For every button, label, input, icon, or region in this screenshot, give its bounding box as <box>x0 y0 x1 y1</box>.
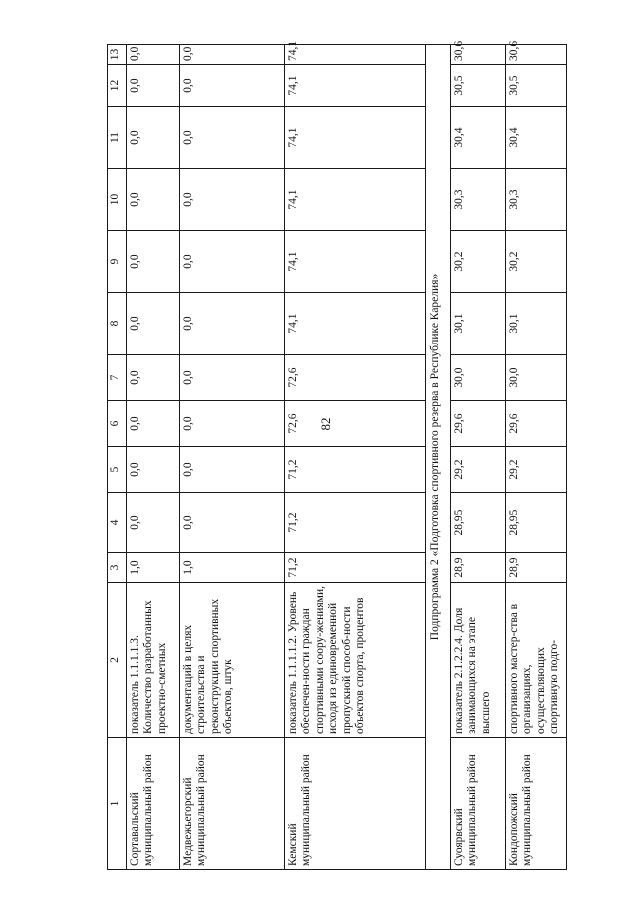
district-cell: Сортавальский муниципальный район <box>127 738 180 870</box>
value-cell: 0,0 <box>127 401 180 447</box>
value-cell: 30,0 <box>451 355 506 401</box>
value-cell: 71,2 <box>285 493 426 553</box>
value-cell: 74,1 <box>285 45 426 65</box>
value-cell: 0,0 <box>180 401 285 447</box>
value-cell: 0,0 <box>127 169 180 231</box>
value-cell: 0,0 <box>127 45 180 65</box>
value-cell: 28,95 <box>451 493 506 553</box>
value-cell: 0,0 <box>180 107 285 169</box>
value-cell: 0,0 <box>180 65 285 107</box>
value-cell: 0,0 <box>180 45 285 65</box>
value-cell: 30,4 <box>451 107 506 169</box>
indicator-cell: показатель 1.1.1.1.3. Количество разработанных проектно-сметных <box>127 583 180 738</box>
district-cell: Суоярвский муниципальный район <box>451 738 506 870</box>
district-cell: Кемский муниципальный район <box>285 738 426 870</box>
value-cell: 74,1 <box>285 231 426 293</box>
value-cell: 0,0 <box>127 447 180 493</box>
district-cell: Кондопожский муниципальный район <box>506 738 567 870</box>
value-cell: 72,6 <box>285 355 426 401</box>
value-cell: 30,3 <box>451 169 506 231</box>
value-cell: 28,95 <box>506 493 567 553</box>
header-row <box>108 45 127 870</box>
table-row <box>127 45 180 870</box>
header-cell: 4 <box>108 493 127 553</box>
data-table <box>107 40 567 870</box>
value-cell: 72,6 <box>285 401 426 447</box>
value-cell: 30,0 <box>506 355 567 401</box>
indicator-cell: показатель 2.1.2.2.4. Доля занимающихся на этапе высшего <box>451 583 506 738</box>
page-number: 82 <box>318 417 333 431</box>
header-cell: 5 <box>108 447 127 493</box>
header-cell: 6 <box>108 401 127 447</box>
value-cell: 0,0 <box>180 231 285 293</box>
header-cell: 3 <box>108 553 127 583</box>
value-cell: 30,5 <box>506 65 567 107</box>
value-cell: 29,6 <box>506 401 567 447</box>
header-cell: 13 <box>108 45 127 65</box>
value-cell: 71,2 <box>285 553 426 583</box>
value-cell: 30,3 <box>506 169 567 231</box>
indicator-cell: спортивного мастер-ства в организациях, осуществляющих спортивную подго- <box>506 583 567 738</box>
value-cell: 30,6 <box>451 45 506 65</box>
section-row <box>426 45 451 870</box>
value-cell: 0,0 <box>127 65 180 107</box>
value-cell: 29,2 <box>506 447 567 493</box>
section-title: Подпрограмма 2 «Подготовка спортивного резерва в Республике Карелия» <box>426 45 451 870</box>
rotated-table-container <box>107 40 561 870</box>
value-cell: 0,0 <box>180 293 285 355</box>
value-cell: 29,6 <box>451 401 506 447</box>
district-cell: Медвежьегорский муниципальный район <box>180 738 285 870</box>
header-cell: 8 <box>108 293 127 355</box>
table-row <box>506 45 567 870</box>
value-cell: 30,5 <box>451 65 506 107</box>
value-cell: 0,0 <box>180 493 285 553</box>
value-cell: 30,1 <box>451 293 506 355</box>
indicator-cell: документаций в целях строительства и реконструкции спортивных объектов, штук <box>180 583 285 738</box>
value-cell: 1,0 <box>180 553 285 583</box>
value-cell: 0,0 <box>180 447 285 493</box>
value-cell: 28,9 <box>451 553 506 583</box>
value-cell: 30,1 <box>506 293 567 355</box>
value-cell: 30,4 <box>506 107 567 169</box>
value-cell: 1,0 <box>127 553 180 583</box>
header-cell: 9 <box>108 231 127 293</box>
header-cell: 1 <box>108 738 127 870</box>
value-cell: 0,0 <box>127 231 180 293</box>
value-cell: 0,0 <box>180 169 285 231</box>
header-cell: 2 <box>108 583 127 738</box>
table-row <box>180 45 285 870</box>
table-row <box>285 45 426 870</box>
value-cell: 74,1 <box>285 293 426 355</box>
value-cell: 74,1 <box>285 169 426 231</box>
value-cell: 30,6 <box>506 45 567 65</box>
value-cell: 30,2 <box>506 231 567 293</box>
value-cell: 0,0 <box>127 107 180 169</box>
header-cell: 7 <box>108 355 127 401</box>
value-cell: 0,0 <box>127 293 180 355</box>
header-cell: 12 <box>108 65 127 107</box>
header-cell: 10 <box>108 169 127 231</box>
indicator-cell: показатель 1.1.1.1.2. Уровень обеспечен-ности граждан спортивными соору-жениями, исходя из единовременной пропускной способ-ности объектов спорта, процентов <box>285 583 426 738</box>
value-cell: 28,9 <box>506 553 567 583</box>
value-cell: 0,0 <box>127 493 180 553</box>
table-row <box>451 45 506 870</box>
header-cell: 11 <box>108 107 127 169</box>
value-cell: 30,2 <box>451 231 506 293</box>
value-cell: 74,1 <box>285 65 426 107</box>
value-cell: 0,0 <box>180 355 285 401</box>
value-cell: 0,0 <box>127 355 180 401</box>
value-cell: 71,2 <box>285 447 426 493</box>
value-cell: 29,2 <box>451 447 506 493</box>
value-cell: 74,1 <box>285 107 426 169</box>
